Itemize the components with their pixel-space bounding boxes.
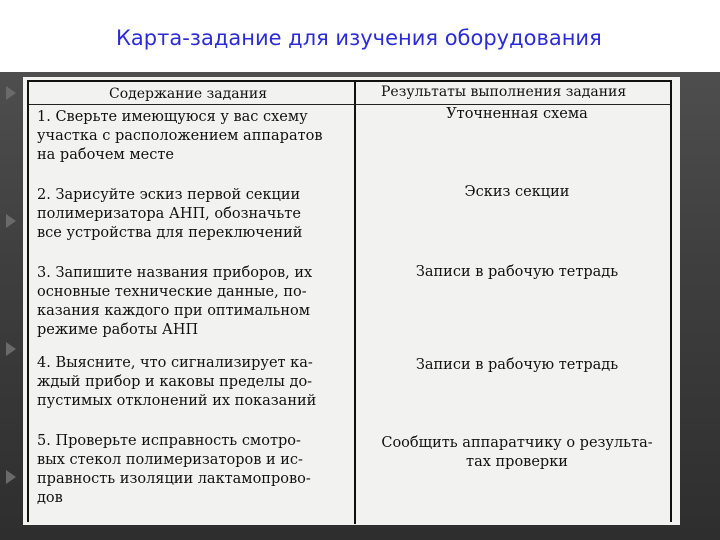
task-line: основные технические данные, по- bbox=[37, 284, 307, 300]
result-cell: Записи в рабочую тетрадь bbox=[415, 264, 619, 280]
task-line: полимеризатора АНП, обозначьте bbox=[37, 206, 301, 222]
task-line: 5. Проверьте исправность смотро- bbox=[37, 433, 301, 449]
task-line: 2. Зарисуйте эскиз первой секции bbox=[37, 187, 301, 203]
result-cell: Эскиз секции bbox=[464, 184, 570, 200]
result-line: тах проверки bbox=[466, 454, 568, 470]
task-line: 3. Запишите названия приборов, их bbox=[37, 265, 313, 281]
task-line: 1. Сверьте имеющуюся у вас схему bbox=[37, 109, 308, 125]
task-line: правность изоляции лактамопрово- bbox=[37, 471, 311, 487]
task-line: 4. Выясните, что сигнализирует ка- bbox=[37, 355, 313, 371]
scanned-document bbox=[23, 77, 680, 525]
task-line: на рабочем месте bbox=[37, 147, 174, 163]
bullet-arrow-icon bbox=[6, 470, 16, 484]
column-divider bbox=[354, 82, 356, 524]
bullet-arrow-icon bbox=[6, 86, 16, 100]
slide-title: Карта-задание для изучения оборудования bbox=[116, 26, 602, 50]
bullet-arrow-icon bbox=[6, 342, 16, 356]
task-line: вых стекол полимеризаторов и ис- bbox=[37, 452, 303, 468]
result-cell: Записи в рабочую тетрадь bbox=[415, 357, 619, 373]
result-cell: Уточненная схема bbox=[446, 106, 588, 122]
bullet-arrow-icon bbox=[6, 214, 16, 228]
task-line: все устройства для переключений bbox=[37, 225, 303, 241]
task-line: дов bbox=[37, 490, 63, 506]
task-line: ждый прибор и каковы пределы до- bbox=[37, 374, 313, 390]
result-line: Сообщить аппаратчику о результа- bbox=[381, 435, 653, 451]
task-line: пустимых отклонений их показаний bbox=[37, 393, 317, 409]
task-line: режиме работы АНП bbox=[37, 322, 199, 338]
title-bar bbox=[0, 0, 720, 72]
task-line: казания каждого при оптимальном bbox=[37, 303, 310, 319]
header-result: Результаты выполнения задания bbox=[381, 84, 627, 100]
task-line: участка с расположением аппаратов bbox=[37, 128, 323, 144]
task-table bbox=[27, 80, 672, 522]
header-task: Содержание задания bbox=[109, 86, 268, 102]
